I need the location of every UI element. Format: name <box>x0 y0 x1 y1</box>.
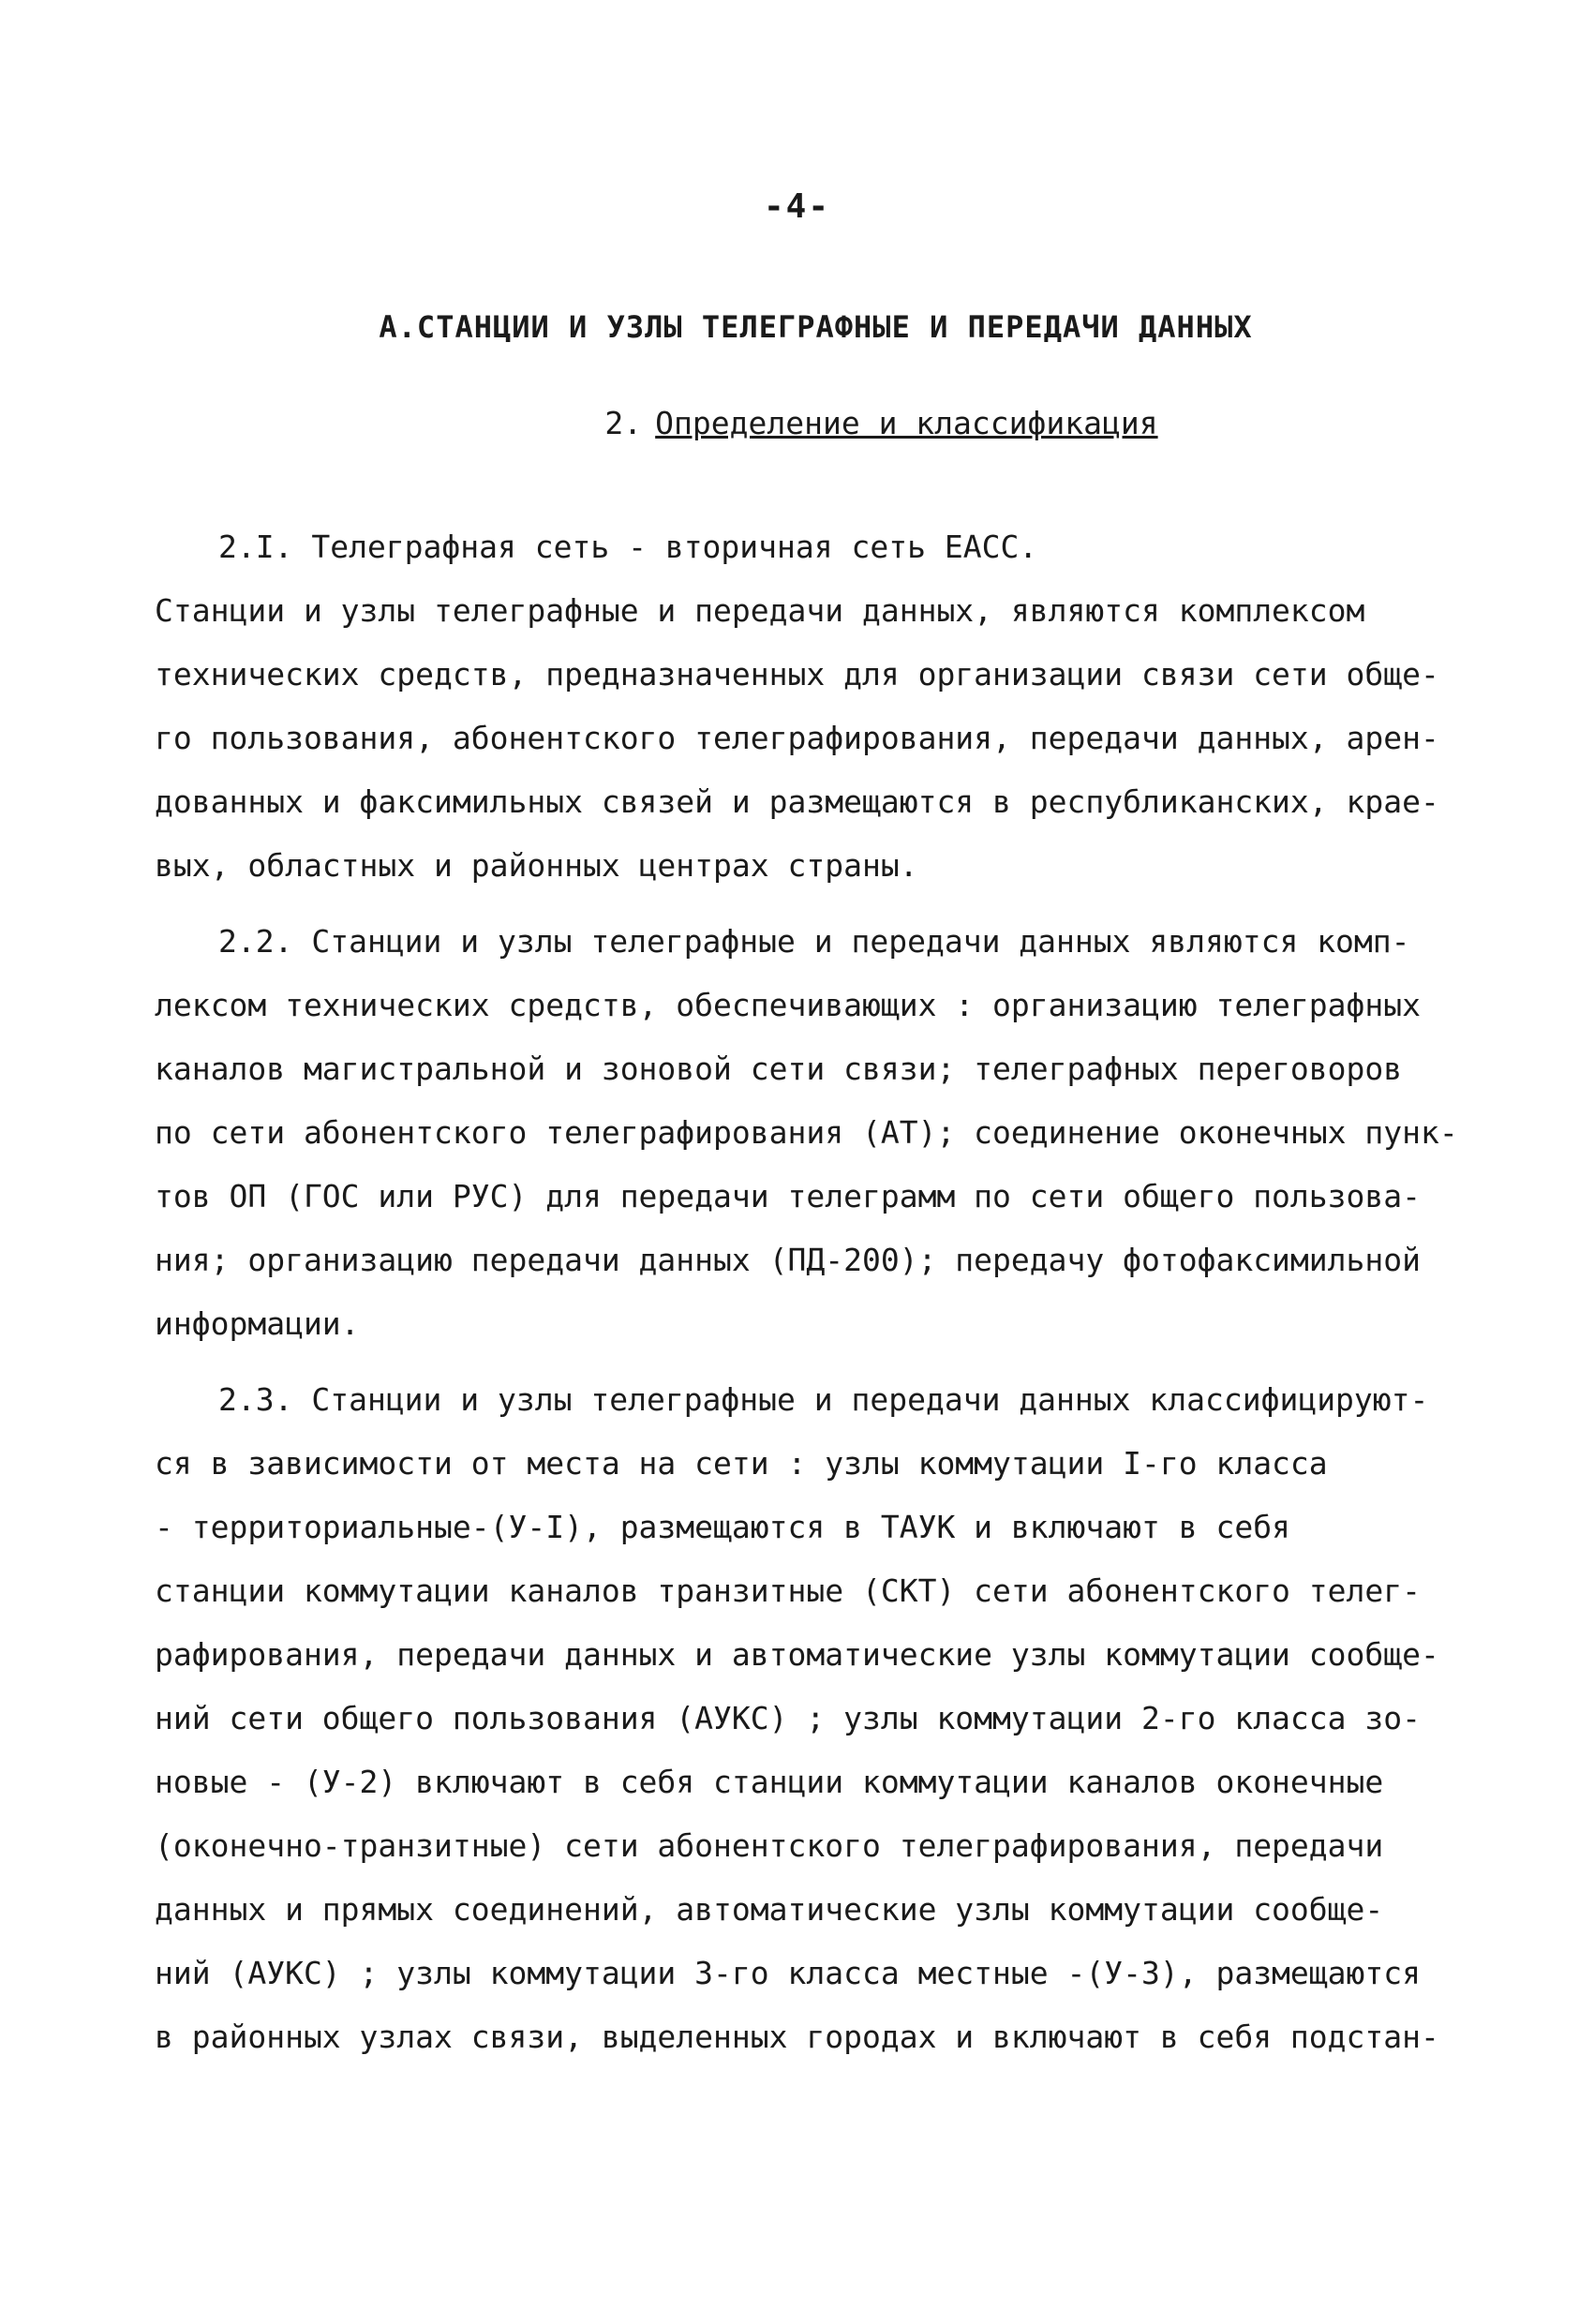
text-line: ний сети общего пользования (АУКС) ; узлы коммутации 2-го класса зо- <box>155 1700 1422 1736</box>
text-line: тов ОП (ГОС или РУС) для передачи телеграмм по сети общего пользова- <box>155 1178 1422 1214</box>
page-number: -4- <box>763 187 831 226</box>
text-line: - территориальные-(У-I), размещаются в ТАУК и включают в себя <box>155 1509 1290 1545</box>
text-line: (оконечно-транзитные) сети абонентского телеграфирования, передачи <box>155 1827 1384 1864</box>
subsection-title: Определение и классификация <box>655 405 1158 441</box>
text-line: дованных и факсимильных связей и размещаются в республиканских, крае- <box>155 783 1439 820</box>
text-line: ний (АУКС) ; узлы коммутации 3-го класса местные -(У-3), размещаются <box>155 1955 1422 1991</box>
text-line: информации. <box>155 1305 360 1342</box>
subsection-number: 2. <box>604 405 643 441</box>
text-line: Станции и узлы телеграфные и передачи данных, являются комплексом <box>155 592 1365 629</box>
text-line: новые - (У-2) включают в себя станции коммутации каналов оконечные <box>155 1764 1384 1800</box>
text-line: 2.2. Станции и узлы телеграфные и передачи данных являются комп- <box>218 923 1410 960</box>
text-line: го пользования, абонентского телеграфирования, передачи данных, арен- <box>155 720 1439 756</box>
text-line: в районных узлах связи, выделенных городах и включают в себя подстан- <box>155 2019 1439 2055</box>
text-line: вых, областных и районных центрах страны. <box>155 847 918 884</box>
text-line: каналов магистральной и зоновой сети связи; телеграфных переговоров <box>155 1050 1403 1087</box>
text-line: 2.I. Телеграфная сеть - вторичная сеть ЕАСС. <box>218 529 1038 565</box>
section-title: А.СТАНЦИИ И УЗЛЫ ТЕЛЕГРАФНЫЕ И ПЕРЕДАЧИ ДАННЫХ <box>379 309 1253 345</box>
text-line: лексом технических средств, обеспечивающих : организацию телеграфных <box>155 987 1422 1023</box>
text-line: станции коммутации каналов транзитные (СКТ) сети абонентского телег- <box>155 1572 1422 1609</box>
text-line: рафирования, передачи данных и автоматические узлы коммутации сообще- <box>155 1636 1439 1673</box>
text-line: данных и прямых соединений, автоматические узлы коммутации сообще- <box>155 1891 1384 1928</box>
text-line: ния; организацию передачи данных (ПД-200); передачу фотофаксимильной <box>155 1242 1422 1278</box>
text-line: по сети абонентского телеграфирования (АТ); соединение оконечных пунк- <box>155 1114 1458 1151</box>
text-line: 2.3. Станции и узлы телеграфные и передачи данных классифицируют- <box>218 1381 1429 1418</box>
text-line: технических средств, предназначенных для организации связи сети обще- <box>155 656 1439 693</box>
subsection-heading <box>0 405 1594 441</box>
text-line: ся в зависимости от места на сети : узлы коммутации I-го класса <box>155 1445 1328 1482</box>
